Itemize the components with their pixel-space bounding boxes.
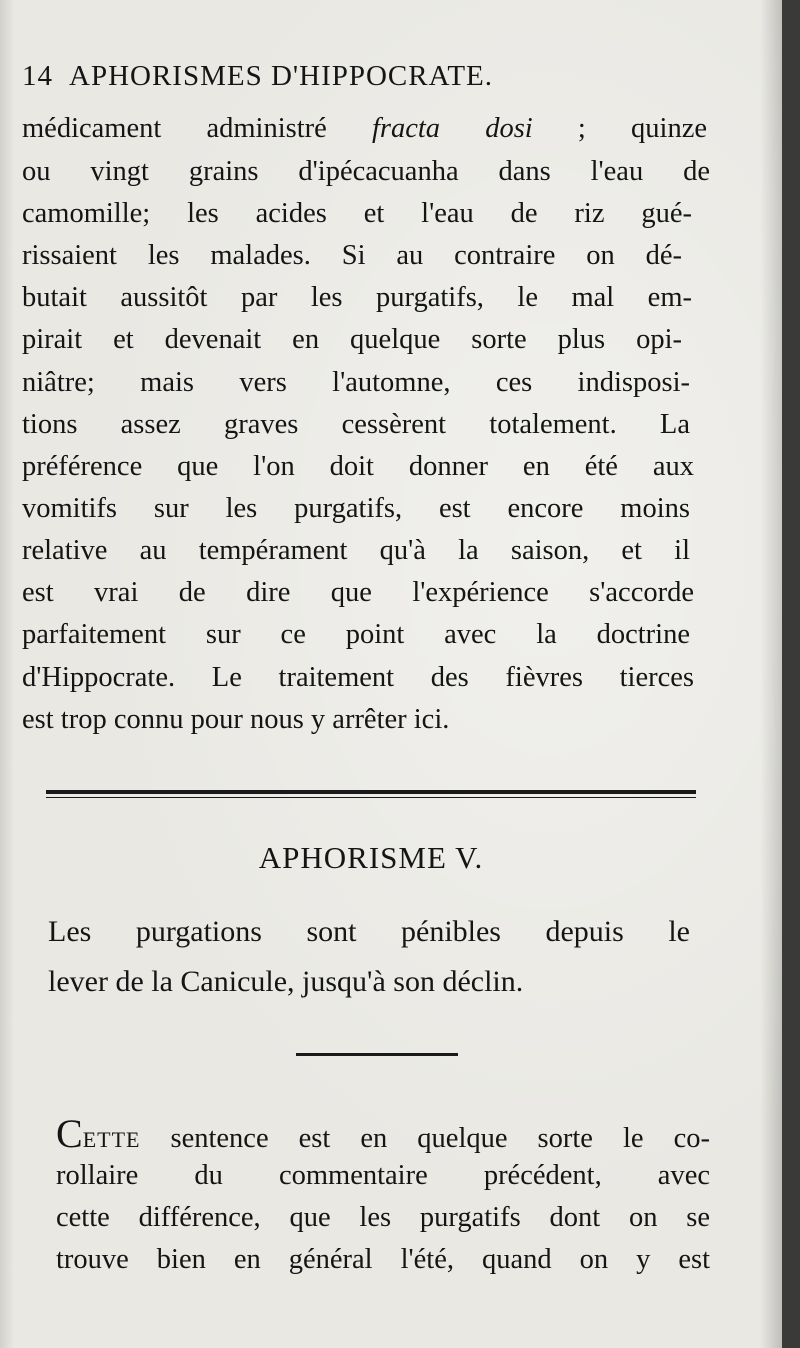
commentary-line: rollaire du commentaire précédent, avec bbox=[56, 1160, 710, 1191]
text-line: rissaient les malades. Si au contraire on dé- bbox=[22, 240, 682, 271]
aphorism-title: APHORISME V. bbox=[258, 840, 484, 875]
section-divider bbox=[46, 790, 696, 794]
running-head bbox=[22, 60, 742, 93]
page-number: 14 bbox=[22, 60, 53, 92]
text-line: pirait et devenait en quelque sorte plus opi- bbox=[22, 324, 682, 355]
latin-phrase: fracta dosi bbox=[371, 113, 533, 144]
commentary-line: cette différence, que les purgatifs dont on se bbox=[56, 1202, 710, 1233]
drop-cap: C bbox=[56, 1111, 83, 1156]
text-line: relative au tempérament qu'à la saison, et il bbox=[22, 535, 690, 566]
aphorism-line: Les purgations sont pénibles depuis le bbox=[48, 915, 690, 948]
text-line: butait aussitôt par les purgatifs, le mal em- bbox=[22, 282, 692, 313]
text-line: préférence que l'on doit donner en été aux bbox=[22, 451, 694, 482]
running-title: APHORISMES D'HIPPOCRATE. bbox=[69, 60, 494, 92]
text-line: médicament administré fracta dosi ; quinze bbox=[22, 113, 707, 144]
aphorism-line: lever de la Canicule, jusqu'à son déclin. bbox=[48, 965, 524, 998]
short-divider bbox=[296, 1053, 458, 1056]
commentary-line: CETTE sentence est en quelque sorte le co- bbox=[56, 1111, 710, 1156]
text-line: niâtre; mais vers l'automne, ces indisposi- bbox=[22, 367, 690, 398]
text-line: vomitifs sur les purgatifs, est encore moins bbox=[22, 493, 690, 524]
commentary-line: trouve bien en général l'été, quand on y est bbox=[56, 1244, 710, 1275]
section-divider-thin bbox=[46, 797, 696, 798]
text-line: ou vingt grains d'ipécacuanha dans l'eau de bbox=[22, 156, 710, 187]
text-line: tions assez graves cessèrent totalement. La bbox=[22, 409, 690, 440]
text-line: d'Hippocrate. Le traitement des fièvres tierces bbox=[22, 662, 694, 693]
text-line: est vrai de dire que l'expérience s'accorde bbox=[22, 577, 694, 608]
text-line: parfaitement sur ce point avec la doctrine bbox=[22, 619, 690, 650]
text-line: est trop connu pour nous y arrêter ici. bbox=[22, 704, 450, 735]
text-line: camomille; les acides et l'eau de riz gué- bbox=[22, 198, 692, 229]
